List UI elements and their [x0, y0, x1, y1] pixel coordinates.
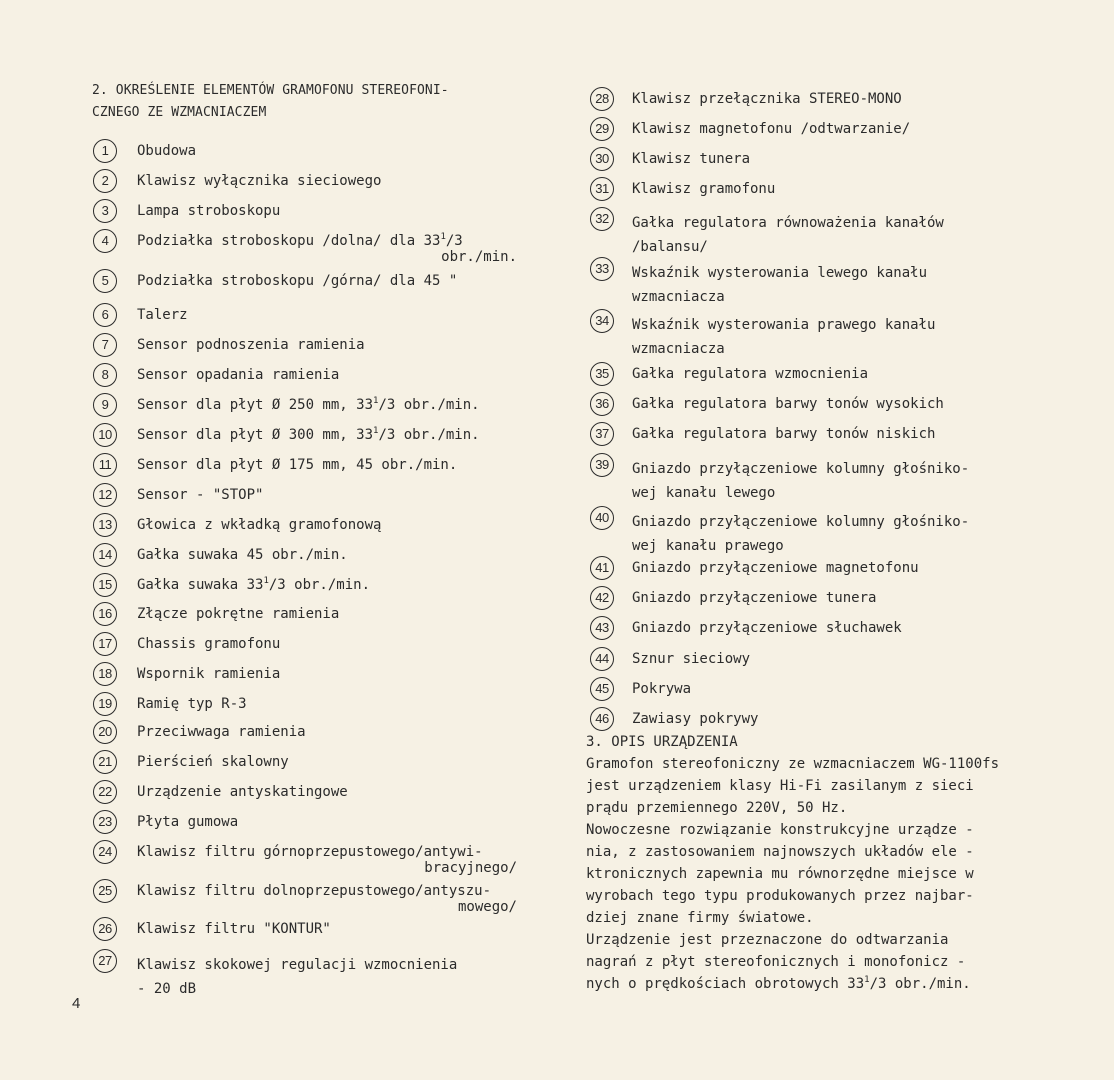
item-label — [137, 367, 339, 383]
item-label-text: Obudowa — [137, 143, 197, 159]
item-label — [632, 457, 969, 505]
item-label — [137, 754, 289, 770]
item-label-continuation: wej kanału prawego — [632, 538, 784, 554]
item-label-continuation: mowego/ — [457, 899, 517, 915]
item-number-badge: 16 — [93, 602, 117, 626]
item-label-continuation: wzmacniacza — [632, 341, 725, 357]
item-number-badge: 45 — [590, 677, 614, 701]
item-number-badge: 19 — [93, 692, 117, 716]
list-item — [93, 457, 533, 477]
item-number-badge: 39 — [590, 453, 614, 477]
item-number-badge: 30 — [590, 147, 614, 171]
list-item — [93, 883, 533, 915]
item-label — [137, 883, 517, 915]
item-number-badge: 35 — [590, 362, 614, 386]
list-item — [93, 143, 533, 163]
item-number-badge: 6 — [93, 303, 117, 327]
item-number-badge: 31 — [590, 177, 614, 201]
item-label-text: Klawisz przełącznika STEREO-MONO — [632, 91, 902, 107]
item-label-text: Gałka regulatora barwy tonów wysokich — [632, 396, 944, 412]
section-3-line: nia, z zastosowaniem najnowszych układów ele - — [586, 844, 974, 860]
item-number-badge: 15 — [93, 573, 117, 597]
item-label-text: Klawisz wyłącznika sieciowego — [137, 173, 382, 189]
list-item — [590, 620, 1030, 640]
item-number-badge: 44 — [590, 647, 614, 671]
item-number-badge: 37 — [590, 422, 614, 446]
list-item — [93, 367, 533, 387]
item-label — [632, 620, 902, 636]
item-label-tail: /3 — [445, 233, 463, 249]
section-3-line: prądu przemiennego 220V, 50 Hz. — [586, 800, 848, 816]
list-item — [93, 547, 533, 567]
list-item — [93, 921, 533, 941]
item-number-badge: 29 — [590, 117, 614, 141]
item-number-badge: 33 — [590, 257, 614, 281]
list-item — [93, 173, 533, 193]
item-number-badge: 1 — [93, 139, 117, 163]
item-label — [137, 784, 348, 800]
item-label-text: Gałka regulatora równoważenia kanałów — [632, 215, 944, 231]
list-item — [590, 121, 1030, 141]
item-label — [137, 606, 339, 622]
item-label — [137, 203, 280, 219]
list-item — [93, 577, 533, 597]
list-item — [93, 273, 533, 293]
item-number-badge: 4 — [93, 229, 117, 253]
last-line-pre: nych o prędkościach obrotowych 33 — [586, 976, 865, 992]
item-label-text: Klawisz filtru "KONTUR" — [137, 921, 331, 937]
list-item — [590, 396, 1030, 416]
list-item — [590, 313, 1030, 361]
section-3-last-line — [586, 973, 1036, 995]
item-label-text: Sensor dla płyt Ø 175 mm, 45 obr./min. — [137, 457, 458, 473]
list-item — [590, 211, 1030, 259]
item-label — [137, 517, 381, 533]
item-label — [632, 181, 775, 197]
item-label-text: Urządzenie antyskatingowe — [137, 784, 348, 800]
list-item — [93, 517, 533, 537]
list-item — [93, 487, 533, 507]
item-label-text: Klawisz skokowej regulacji wzmocnienia — [137, 957, 458, 973]
list-item — [93, 724, 533, 744]
item-number-badge: 2 — [93, 169, 117, 193]
item-number-badge: 5 — [93, 269, 117, 293]
item-label-text: Podziałka stroboskopu /dolna/ dla 33 — [137, 233, 441, 249]
list-item — [93, 233, 533, 265]
item-label — [632, 651, 750, 667]
section-3-line: Nowoczesne rozwiązanie konstrukcyjne urządze - — [586, 822, 974, 838]
item-label-tail: /3 obr./min. — [378, 397, 480, 413]
section-3-line: ktronicznych zapewnia mu równorzędne miejsce w — [586, 866, 974, 882]
item-label — [632, 510, 969, 558]
section-3-line: wyrobach tego typu produkowanych przez najbar- — [586, 888, 974, 904]
item-label-text: Głowica z wkładką gramofonową — [137, 517, 382, 533]
item-number-badge: 40 — [590, 506, 614, 530]
item-label-text: Gniazdo przyłączeniowe magnetofonu — [632, 560, 919, 576]
section-3-line: nagrań z płyt stereofonicznych i monofonicz - — [586, 954, 966, 970]
list-item — [93, 666, 533, 686]
item-label-text: Gniazdo przyłączeniowe słuchawek — [632, 620, 902, 636]
superscript: 1 — [373, 396, 379, 406]
section-2-title-line-2: CZNEGO ZE WZMACNIACZEM — [92, 105, 267, 120]
item-label-text: Gniazdo przyłączeniowe kolumny głośniko- — [632, 461, 970, 477]
list-item — [93, 337, 533, 357]
item-label — [137, 724, 306, 740]
list-item — [93, 844, 533, 876]
item-label-continuation: /balansu/ — [632, 239, 708, 255]
item-label — [137, 666, 280, 682]
item-label-text: Wskaźnik wysterowania prawego kanału — [632, 317, 936, 333]
item-label-text: Sznur sieciowy — [632, 651, 751, 667]
item-label-text: Gniazdo przyłączeniowe kolumny głośniko- — [632, 514, 970, 530]
item-label — [137, 457, 457, 473]
item-label-text: Pierścień skalowny — [137, 754, 289, 770]
list-item — [590, 366, 1030, 386]
item-label-text: Płyta gumowa — [137, 814, 239, 830]
item-number-badge: 28 — [590, 87, 614, 111]
superscript: 1 — [440, 232, 446, 242]
item-label — [632, 121, 910, 137]
item-label-text: Gałka regulatora wzmocnienia — [632, 366, 869, 382]
item-label — [137, 636, 280, 652]
item-label-text: Lampa stroboskopu — [137, 203, 281, 219]
item-number-badge: 9 — [93, 393, 117, 417]
item-label-text: Sensor opadania ramienia — [137, 367, 340, 383]
item-label-text: Sensor dla płyt Ø 300 mm, 33 — [137, 427, 374, 443]
item-label-text: Złącze pokrętne ramienia — [137, 606, 340, 622]
item-label — [137, 844, 517, 876]
item-number-badge: 21 — [93, 750, 117, 774]
item-label-text: Podziałka stroboskopu /górna/ dla 45 " — [137, 273, 458, 289]
list-item — [93, 696, 533, 716]
item-label-text: Pokrywa — [632, 681, 692, 697]
item-label — [137, 921, 331, 937]
list-item — [93, 307, 533, 327]
item-number-badge: 7 — [93, 333, 117, 357]
list-item — [590, 181, 1030, 201]
item-label — [137, 273, 457, 289]
page-number: 4 — [72, 995, 81, 1012]
item-number-badge: 20 — [93, 720, 117, 744]
item-number-badge: 43 — [590, 616, 614, 640]
item-label-text: Gałka suwaka 45 obr./min. — [137, 547, 348, 563]
item-label — [632, 426, 935, 442]
list-item — [93, 754, 533, 774]
item-label — [137, 397, 480, 413]
list-item — [590, 510, 1030, 558]
list-item — [93, 636, 533, 656]
list-item — [93, 814, 533, 834]
item-label — [632, 396, 944, 412]
list-item — [93, 784, 533, 804]
list-item — [93, 397, 533, 417]
item-label — [632, 261, 927, 309]
item-label — [137, 814, 238, 830]
item-number-badge: 36 — [590, 392, 614, 416]
item-label-text: Klawisz gramofonu — [632, 181, 776, 197]
superscript: 1 — [263, 576, 269, 586]
list-item — [93, 606, 533, 626]
section-2-title-line-1: 2. OKREŚLENIE ELEMENTÓW GRAMOFONU STEREOFONI- — [92, 83, 449, 98]
item-number-badge: 26 — [93, 917, 117, 941]
section-3-description — [586, 731, 1036, 995]
item-label-text: Talerz — [137, 307, 188, 323]
item-label — [632, 366, 868, 382]
item-label-continuation: - 20 dB — [137, 981, 197, 997]
item-label-text: Wskaźnik wysterowania lewego kanału — [632, 265, 928, 281]
item-label-text: Zawiasy pokrywy — [632, 711, 759, 727]
item-label-text: Sensor dla płyt Ø 250 mm, 33 — [137, 397, 374, 413]
item-label-continuation: wzmacniacza — [632, 289, 725, 305]
item-number-badge: 3 — [93, 199, 117, 223]
item-label — [137, 577, 370, 593]
item-label — [137, 173, 381, 189]
item-label — [137, 427, 480, 443]
list-item — [590, 426, 1030, 446]
list-item — [590, 590, 1030, 610]
item-label — [137, 696, 247, 712]
item-number-badge: 34 — [590, 309, 614, 333]
list-item — [590, 151, 1030, 171]
item-number-badge: 14 — [93, 543, 117, 567]
item-number-badge: 22 — [93, 780, 117, 804]
item-number-badge: 41 — [590, 556, 614, 580]
section-3-title: 3. OPIS URZĄDZENIA — [586, 734, 738, 750]
list-item — [93, 203, 533, 223]
item-number-badge: 23 — [93, 810, 117, 834]
list-item — [590, 261, 1030, 309]
item-label-text: Sensor podnoszenia ramienia — [137, 337, 365, 353]
item-number-badge: 12 — [93, 483, 117, 507]
item-label — [632, 313, 935, 361]
item-label — [632, 211, 944, 259]
item-number-badge: 32 — [590, 207, 614, 231]
item-label-text: Gałka suwaka 33 — [137, 577, 264, 593]
list-item — [93, 427, 533, 447]
section-2-heading — [92, 80, 532, 124]
item-number-badge: 25 — [93, 879, 117, 903]
item-label-text: Gałka regulatora barwy tonów niskich — [632, 426, 936, 442]
last-line-sup: 1 — [864, 975, 870, 985]
item-label-text: Gniazdo przyłączeniowe tunera — [632, 590, 877, 606]
item-label-continuation: obr./min. — [441, 249, 517, 265]
item-label-text: Przeciwwaga ramienia — [137, 724, 306, 740]
item-label — [137, 487, 263, 503]
list-item — [590, 457, 1030, 505]
item-number-badge: 17 — [93, 632, 117, 656]
item-number-badge: 27 — [93, 949, 117, 973]
item-label — [632, 560, 919, 576]
item-label — [137, 143, 196, 159]
item-label — [632, 151, 750, 167]
item-number-badge: 46 — [590, 707, 614, 731]
item-label — [137, 233, 517, 265]
item-label — [137, 307, 188, 323]
item-label — [137, 547, 348, 563]
list-item — [590, 560, 1030, 580]
item-number-badge: 42 — [590, 586, 614, 610]
superscript: 1 — [373, 426, 379, 436]
item-label — [137, 953, 457, 1001]
item-label — [632, 711, 758, 727]
item-label-text: Klawisz magnetofonu /odtwarzanie/ — [632, 121, 911, 137]
item-label-text: Klawisz tunera — [632, 151, 751, 167]
list-item — [590, 651, 1030, 671]
item-number-badge: 18 — [93, 662, 117, 686]
list-item — [590, 91, 1030, 111]
item-label-text: Sensor - "STOP" — [137, 487, 264, 503]
item-label-continuation: bracyjnego/ — [424, 860, 517, 876]
item-label-text: Ramię typ R-3 — [137, 696, 247, 712]
section-3-line: jest urządzeniem klasy Hi-Fi zasilanym z sieci — [586, 778, 974, 794]
item-number-badge: 11 — [93, 453, 117, 477]
item-number-badge: 10 — [93, 423, 117, 447]
item-label-text: Klawisz filtru górnoprzepustowego/antywi- — [137, 844, 483, 860]
section-3-line: Urządzenie jest przeznaczone do odtwarzania — [586, 932, 949, 948]
list-item — [93, 953, 533, 1001]
item-label — [137, 337, 365, 353]
item-label — [632, 91, 902, 107]
item-label-continuation: wej kanału lewego — [632, 485, 776, 501]
list-item — [590, 681, 1030, 701]
list-item — [590, 711, 1030, 731]
section-3-line: dziej znane firmy światowe. — [586, 910, 814, 926]
item-label-tail: /3 obr./min. — [268, 577, 371, 593]
item-label-text: Chassis gramofonu — [137, 636, 281, 652]
section-3-line: Gramofon stereofoniczny ze wzmacniaczem WG-1100fs — [586, 756, 1000, 772]
item-label-text: Wspornik ramienia — [137, 666, 281, 682]
item-number-badge: 13 — [93, 513, 117, 537]
item-number-badge: 8 — [93, 363, 117, 387]
item-label-tail: /3 obr./min. — [378, 427, 480, 443]
item-label — [632, 681, 691, 697]
last-line-post: /3 obr./min. — [869, 976, 971, 992]
item-label — [632, 590, 876, 606]
item-label-text: Klawisz filtru dolnoprzepustowego/antyszu- — [137, 883, 492, 899]
item-number-badge: 24 — [93, 840, 117, 864]
